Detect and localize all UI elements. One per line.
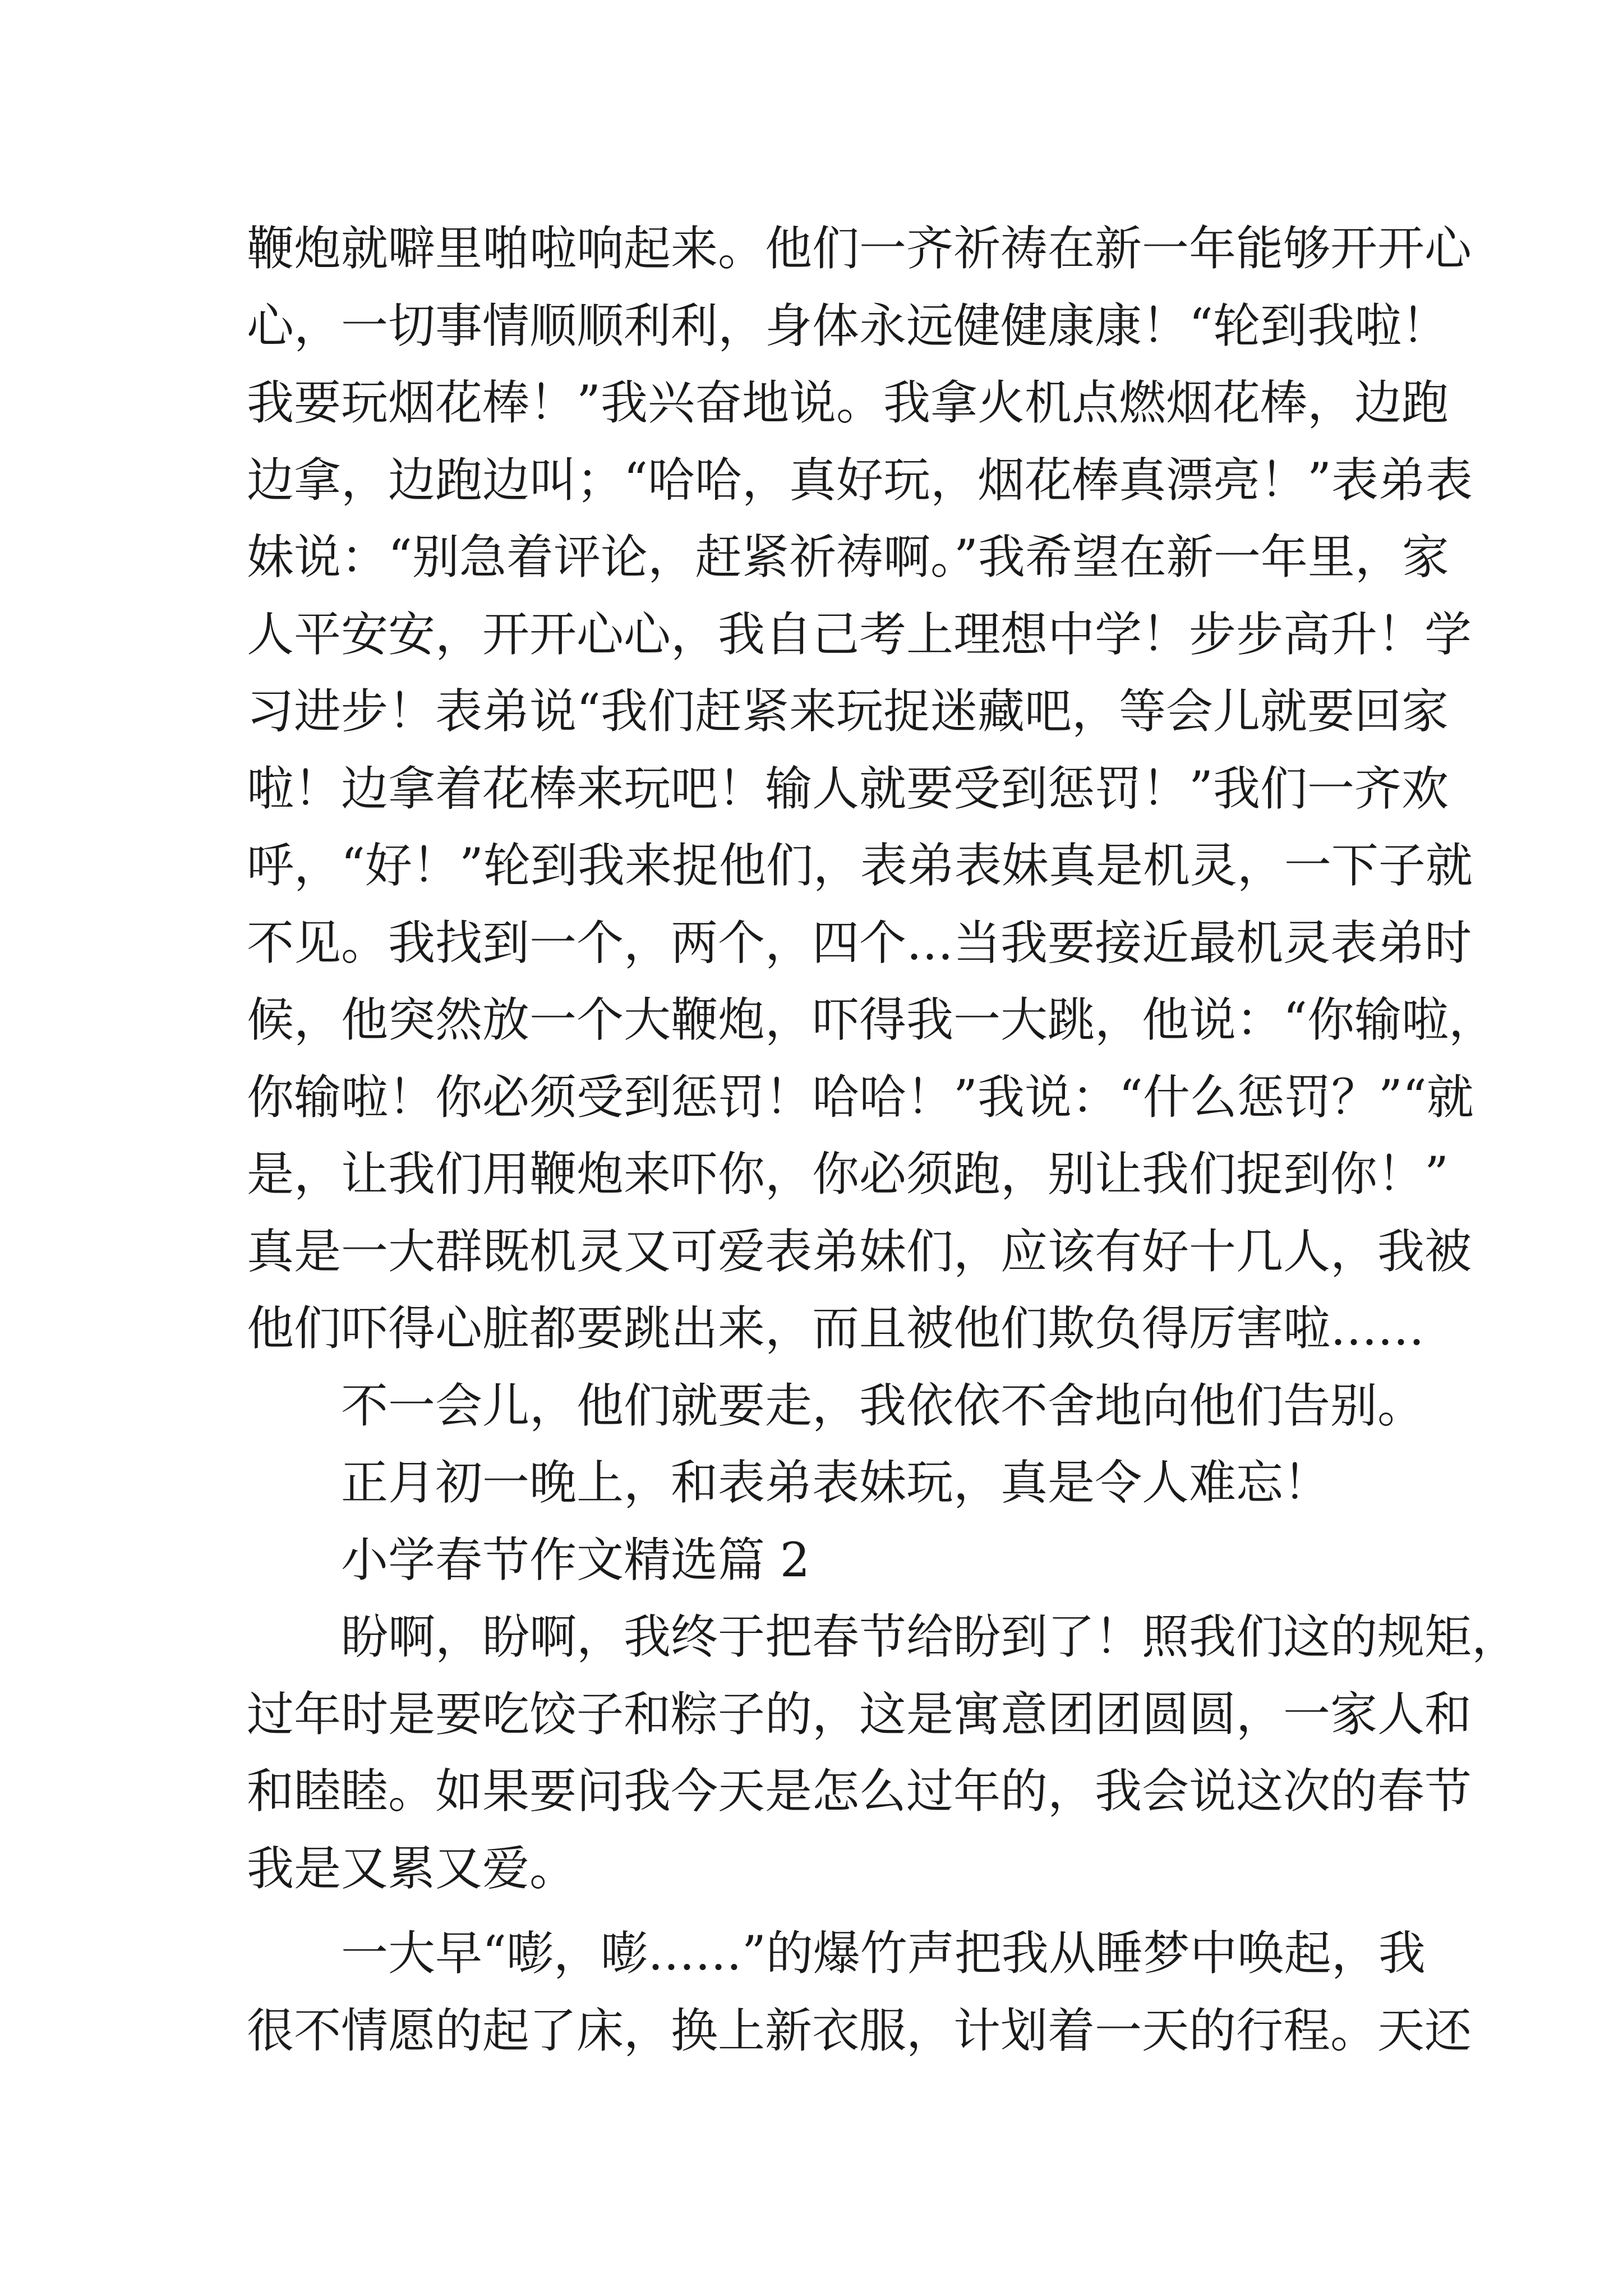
text-line: 鞭炮就噼里啪啦响起来。他们一齐祈祷在新一年能够开开心 bbox=[247, 221, 1472, 276]
paragraph-closing: 正月初一晚上，和表弟表妹玩，真是令人难忘！ bbox=[341, 1455, 1331, 1510]
text-line: 呼，“好！”轮到我来捉他们，表弟表妹真是机灵，一下子就 bbox=[247, 838, 1473, 893]
text-line: 很不情愿的起了床，换上新衣服，计划着一天的行程。天还 bbox=[247, 2003, 1472, 2058]
text-line: 盼啊，盼啊，我终于把春节给盼到了！照我们这的规矩， bbox=[341, 1609, 1519, 1664]
text-line: 不见。我找到一个，两个，四个…当我要接近最机灵表弟时 bbox=[247, 915, 1472, 970]
paragraph-farewell: 不一会儿，他们就要走，我依依不舍地向他们告别。 bbox=[341, 1378, 1425, 1433]
text-line: 你输啦！你必须受到惩罚！哈哈！”我说：“什么惩罚？”“就 bbox=[247, 1069, 1474, 1125]
text-line: 我要玩烟花棒！”我兴奋地说。我拿火机点燃烟花棒，边跑 bbox=[247, 375, 1449, 430]
text-line: 妹说：“别急着评论，赶紧祈祷啊。”我希望在新一年里，家 bbox=[247, 530, 1449, 585]
text-line: 过年时是要吃饺子和粽子的，这是寓意团团圆圆，一家人和 bbox=[247, 1686, 1472, 1742]
text-line: 边拿，边跑边叫；“哈哈，真好玩，烟花棒真漂亮！”表弟表 bbox=[247, 452, 1473, 508]
text-line: 真是一大群既机灵又可爱表弟妹们，应该有好十几人，我被 bbox=[247, 1223, 1472, 1279]
text-line: 是，让我们用鞭炮来吓你，你必须跑，别让我们捉到你！” bbox=[247, 1147, 1449, 1202]
text-line: 习进步！表弟说“我们赶紧来玩捉迷藏吧，等会儿就要回家 bbox=[247, 684, 1449, 739]
text-line: 心，一切事情顺顺利利，身体永远健健康康！“轮到我啦！ bbox=[247, 298, 1449, 353]
text-line: 一大早“嘭，嘭……”的爆竹声把我从睡梦中唤起，我 bbox=[341, 1926, 1426, 1981]
text-line: 人平安安，开开心心，我自己考上理想中学！步步高升！学 bbox=[247, 606, 1472, 662]
text-line: 我是又累又爱。 bbox=[247, 1841, 577, 1896]
text-line: 和睦睦。如果要问我今天是怎么过年的，我会说这次的春节 bbox=[247, 1764, 1472, 1819]
text-line: 他们吓得心脏都要跳出来，而且被他们欺负得厉害啦…… bbox=[247, 1301, 1425, 1356]
section-heading: 小学春节作文精选篇 2 bbox=[341, 1532, 810, 1588]
text-line: 候，他突然放一个大鞭炮，吓得我一大跳，他说：“你输啦， bbox=[247, 992, 1496, 1047]
document-body bbox=[247, 210, 1519, 2069]
text-line: 啦！边拿着花棒来玩吧！输人就要受到惩罚！”我们一齐欢 bbox=[247, 761, 1449, 816]
